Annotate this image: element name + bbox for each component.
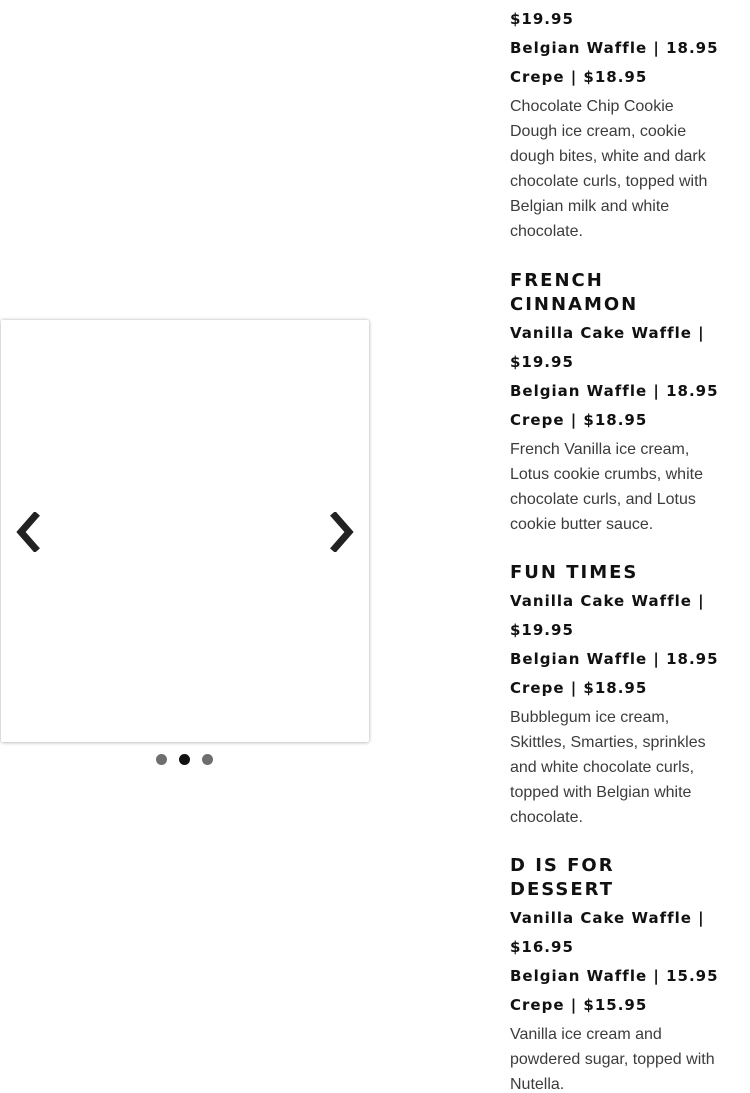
carousel-prev-button[interactable] (13, 512, 43, 552)
menu-item-price-cake: Vanilla Cake Waffle | (510, 909, 705, 927)
menu-item-partial (510, 5, 719, 244)
menu-item-price-belgian: Belgian Waffle | 18.95 (510, 650, 719, 668)
menu-item-price-cake-amount: $19.95 (510, 353, 574, 371)
menu-item-title: FUN TIMES (510, 562, 639, 583)
menu-item-description: French Vanilla ice cream, Lotus cookie crumbs, white chocolate curls, and Lotus cookie butter sauce. (510, 441, 703, 533)
image-carousel[interactable] (1, 320, 369, 742)
menu-item (510, 561, 719, 830)
menu-item-price-belgian: Belgian Waffle | 15.95 (510, 967, 719, 985)
menu-item-price-crepe: Crepe | $15.95 (510, 996, 648, 1014)
carousel-next-button[interactable] (327, 512, 357, 552)
menu-item-price-belgian: Belgian Waffle | 18.95 (510, 39, 719, 57)
menu-item-description: Bubblegum ice cream, Skittles, Smarties, sprinkles and white chocolate curls, topped with Belgian white chocolate. (510, 709, 706, 826)
menu-item (510, 269, 719, 537)
menu-item-price-cake: Vanilla Cake Waffle | (510, 324, 705, 342)
menu-item-price-crepe: Crepe | $18.95 (510, 68, 648, 86)
menu-item-title: D IS FOR DESSERT (510, 855, 615, 900)
carousel-dot-2-active[interactable] (179, 754, 190, 765)
menu-item-price-cake: $19.95 (510, 10, 574, 28)
carousel-dots (156, 754, 216, 766)
menu-item-description: Chocolate Chip Cookie Dough ice cream, cookie dough bites, white and dark chocolate curls, topped with Belgian milk and white chocolate. (510, 98, 708, 240)
chevron-left-icon (13, 512, 43, 552)
menu-item-description: Vanilla ice cream and powdered sugar, topped with Nutella. (510, 1026, 715, 1093)
menu-item-price-belgian: Belgian Waffle | 18.95 (510, 382, 719, 400)
chevron-right-icon (327, 512, 357, 552)
menu-item (510, 854, 719, 1093)
carousel-dot-1[interactable] (156, 754, 167, 765)
menu-item-price-cake-amount: $19.95 (510, 621, 574, 639)
menu-item-price-crepe: Crepe | $18.95 (510, 679, 648, 697)
menu-item-price-crepe: Crepe | $18.95 (510, 411, 648, 429)
menu-item-price-cake-amount: $16.95 (510, 938, 574, 956)
carousel-dot-3[interactable] (202, 754, 213, 765)
menu-item-price-cake: Vanilla Cake Waffle | (510, 592, 705, 610)
menu-item-title: FRENCH CINNAMON (510, 270, 639, 315)
